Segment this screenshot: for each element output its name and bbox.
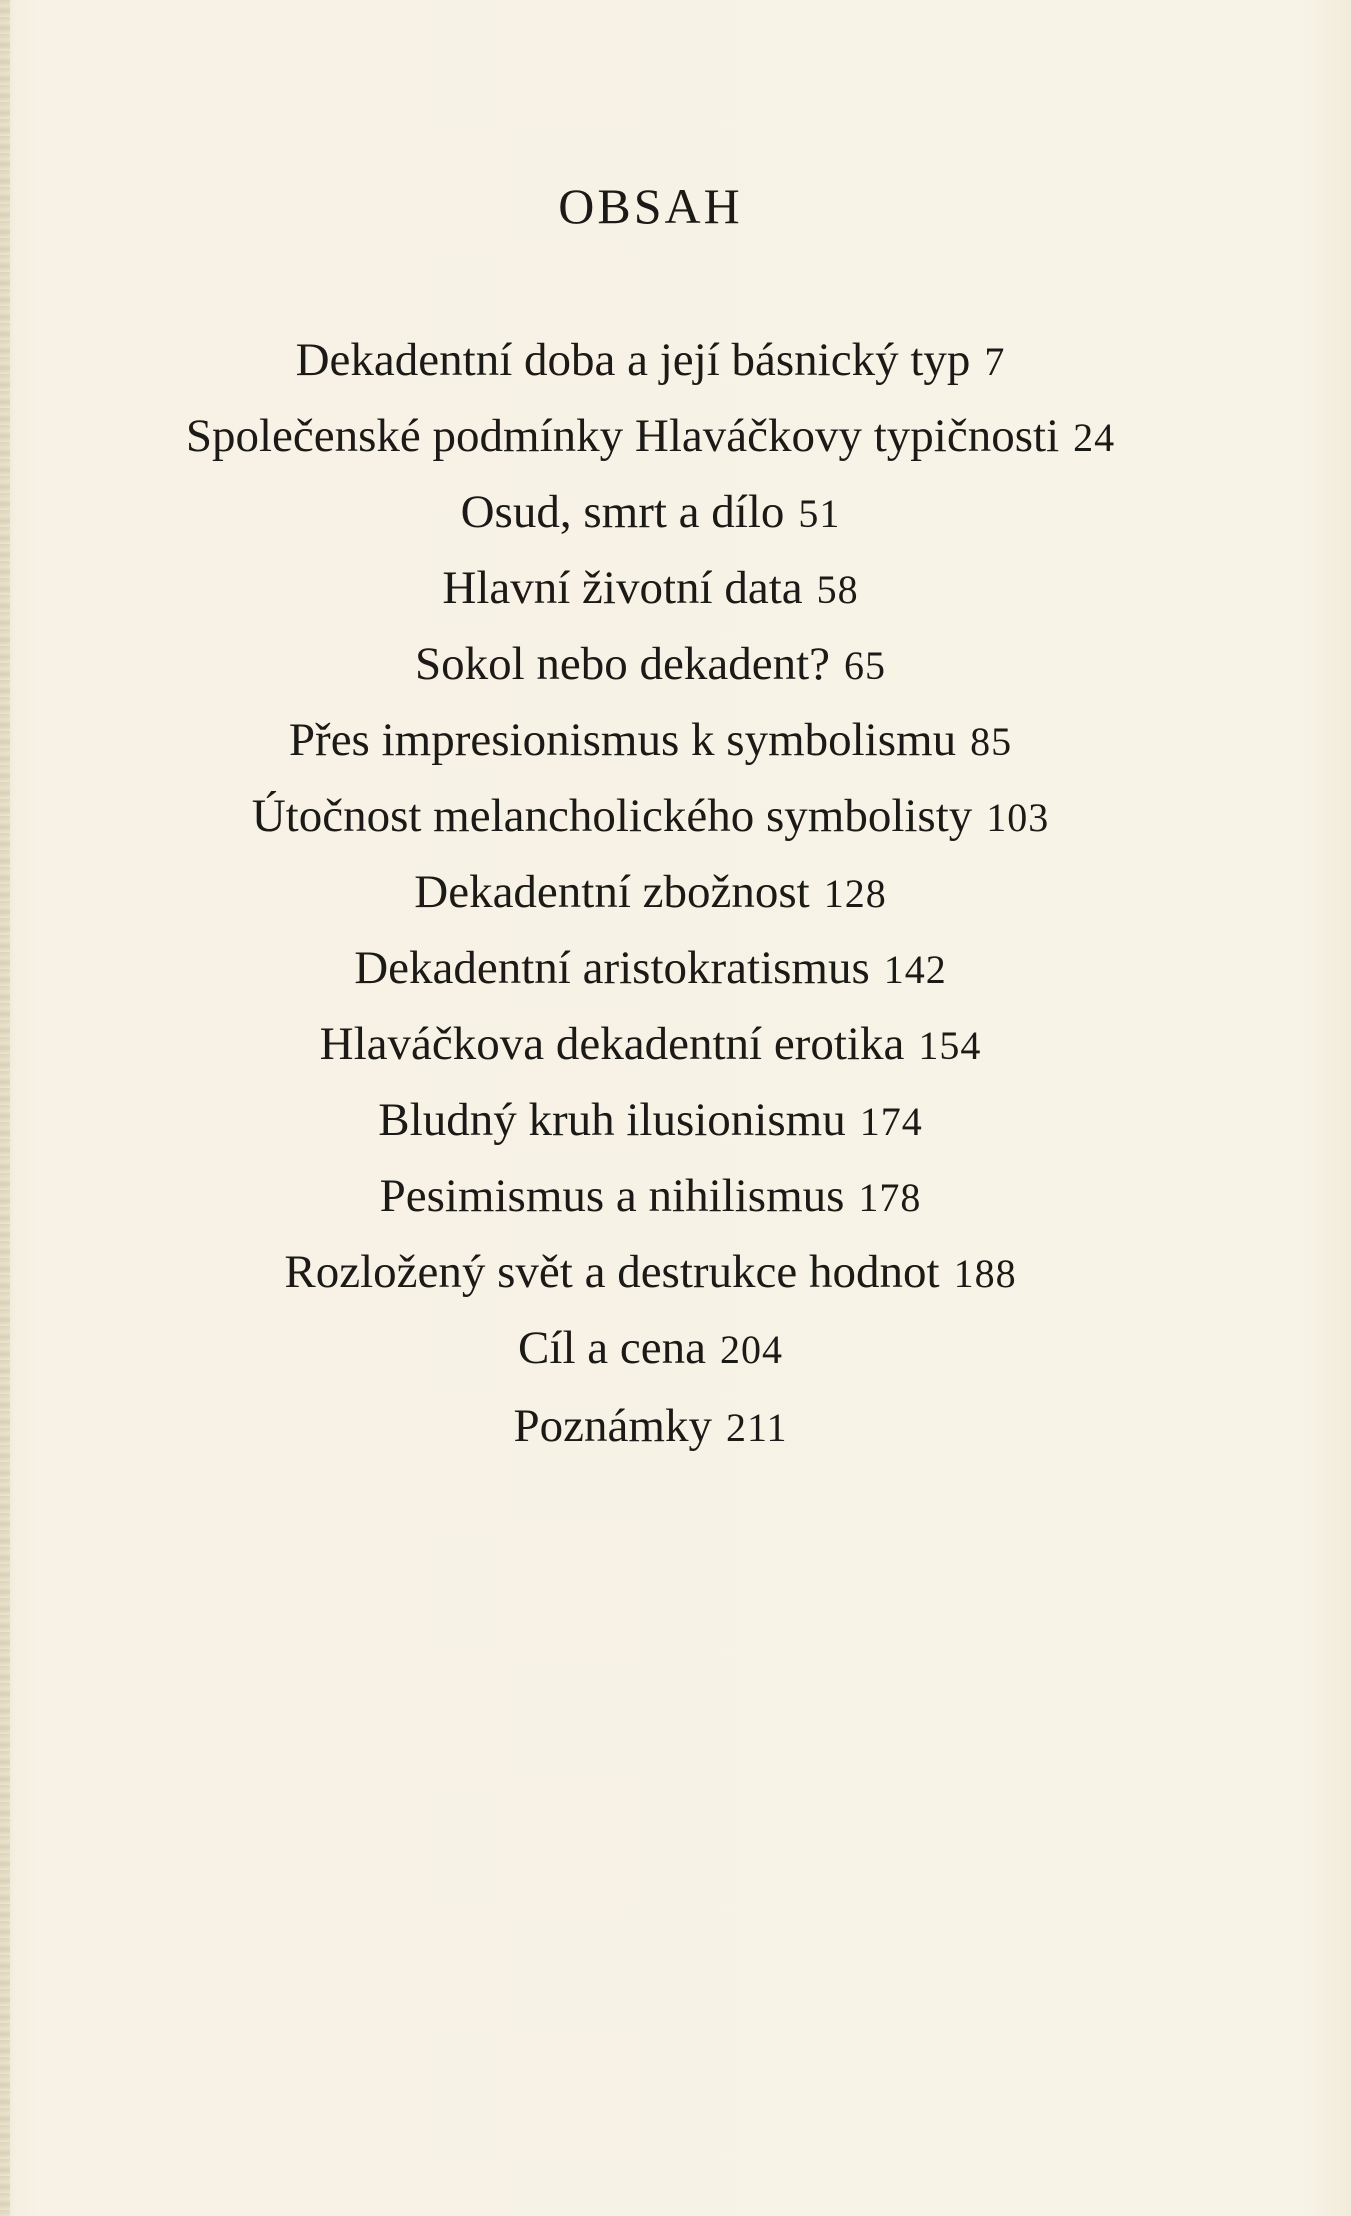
table-of-contents xyxy=(0,322,1301,1386)
toc-entry-title: Hlavní životní data xyxy=(442,562,803,614)
toc-entry-page: 178 xyxy=(858,1175,922,1220)
toc-entry xyxy=(0,626,1301,702)
toc-entry xyxy=(0,854,1301,930)
toc-entry-page: 24 xyxy=(1073,415,1116,460)
toc-entry-title: Útočnost melancholického symbolisty xyxy=(251,790,973,842)
notes-entry xyxy=(0,1388,1301,1466)
page-title: OBSAH xyxy=(558,178,743,234)
toc-entry xyxy=(0,1082,1301,1158)
toc-entry-title: Dekadentní zbožnost xyxy=(414,866,810,918)
toc-entry-page: 142 xyxy=(883,947,947,992)
toc-entry xyxy=(0,778,1301,854)
toc-entry-title: Osud, smrt a dílo xyxy=(460,486,785,538)
toc-entry-title: Společenské podmínky Hlaváčkovy typičnosti xyxy=(185,410,1060,462)
toc-entry xyxy=(0,1158,1301,1234)
toc-entry xyxy=(0,550,1301,626)
toc-entry-page: 204 xyxy=(719,1327,783,1372)
toc-entry-title: Přes impresionismus k symbolismu xyxy=(288,714,957,766)
toc-entry-page: 154 xyxy=(918,1023,982,1068)
toc-entry-page: 188 xyxy=(953,1251,1017,1296)
toc-entry-page: 128 xyxy=(823,871,887,916)
toc-entry xyxy=(0,322,1301,398)
toc-entry-title: Pesimismus a nihilismus xyxy=(379,1170,845,1222)
toc-entry-page: 174 xyxy=(859,1099,923,1144)
toc-entry-title: Rozložený svět a destrukce hodnot xyxy=(284,1246,940,1298)
toc-entry-title: Hlaváčkova dekadentní erotika xyxy=(319,1018,905,1070)
toc-entry-page: 58 xyxy=(816,567,859,612)
toc-entry-page: 7 xyxy=(984,339,1006,384)
toc-entry xyxy=(0,398,1301,474)
toc-entry-title: Cíl a cena xyxy=(518,1322,706,1374)
toc-entry-title: Sokol nebo dekadent? xyxy=(414,638,831,690)
toc-entry-title: Bludný kruh ilusionismu xyxy=(378,1094,846,1146)
toc-entry-title: Dekadentní doba a její básnický typ xyxy=(295,334,971,386)
toc-entry-page: 103 xyxy=(986,795,1050,840)
toc-entry xyxy=(0,1310,1301,1386)
toc-entry xyxy=(0,1234,1301,1310)
toc-entry xyxy=(0,702,1301,778)
toc-entry xyxy=(0,1006,1301,1082)
toc-entry-title: Dekadentní aristokratismus xyxy=(354,942,870,994)
toc-entry-page: 85 xyxy=(970,719,1013,764)
toc-entry-page: 65 xyxy=(844,643,887,688)
notes-entry-page: 211 xyxy=(725,1405,788,1450)
toc-entry-page: 51 xyxy=(798,491,841,536)
toc-entry xyxy=(0,474,1301,550)
toc-entry xyxy=(0,930,1301,1006)
notes-entry-title: Poznámky xyxy=(513,1400,712,1452)
